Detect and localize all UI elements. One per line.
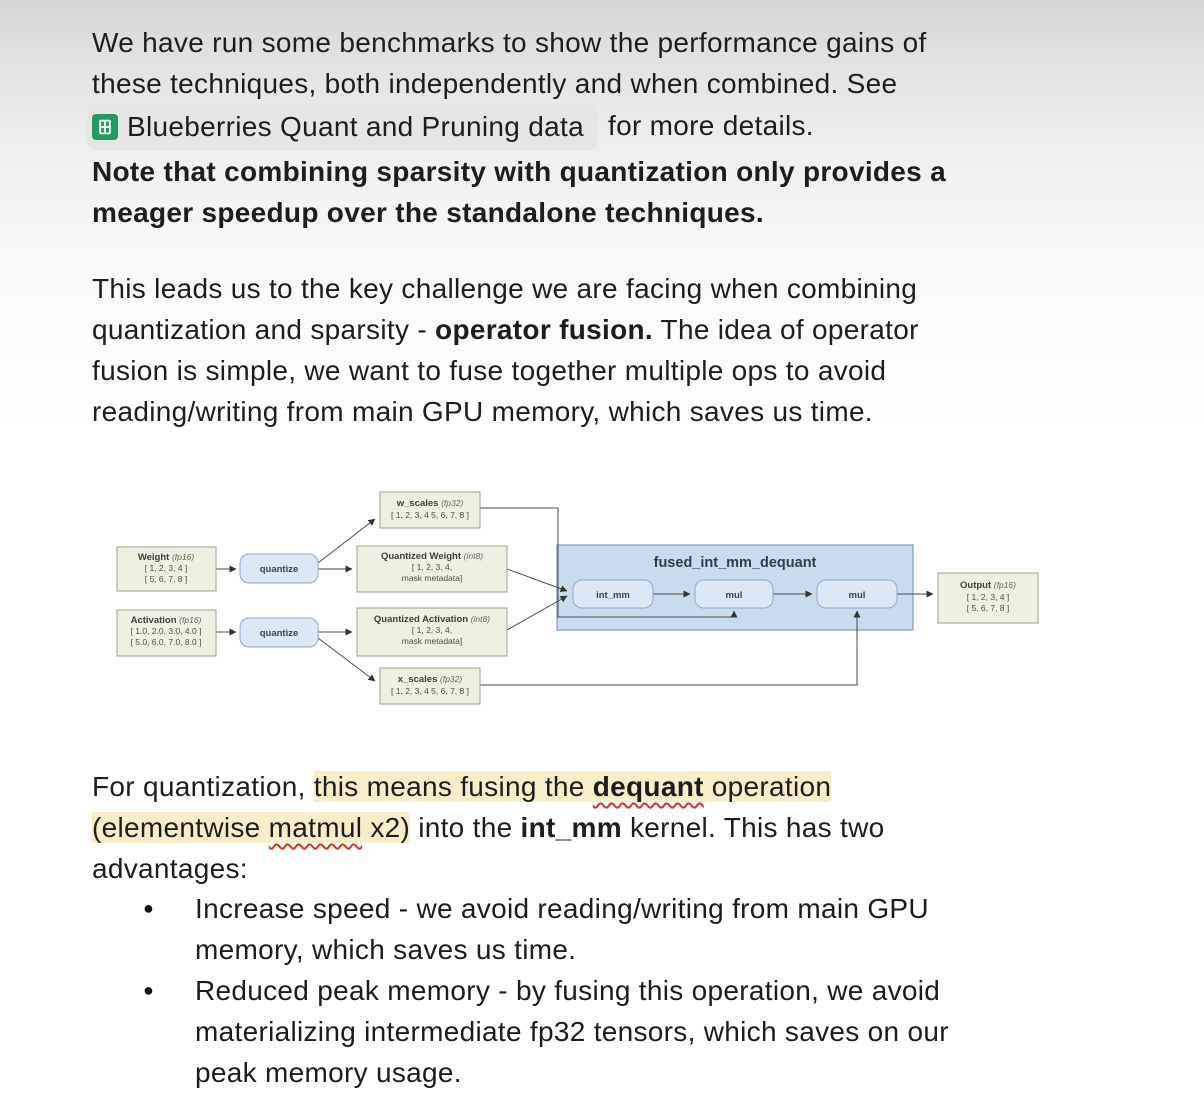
svg-text:[ 5, 6, 7, 8 ]: [ 5, 6, 7, 8 ] [144, 574, 188, 584]
bullet-icon: ● [143, 898, 154, 918]
fusion-line3: advantages: [92, 853, 248, 884]
svg-text:mask metadata]: mask metadata] [401, 573, 463, 583]
bullet-2-text: Reduced peak memory - by fusing this operation, we avoid materializing intermediate fp32 tensors, which saves on our peak memory usage. [195, 975, 949, 1088]
weight-box [117, 547, 216, 591]
svg-text:w_scales (fp32): w_scales (fp32) [396, 498, 464, 509]
dequant-term: dequant [592, 771, 704, 802]
svg-text:x_scales (fp32): x_scales (fp32) [397, 674, 463, 685]
chip-label: Blueberries Quant and Pruning data [127, 111, 584, 142]
svg-text:mul: mul [848, 590, 866, 601]
mul-op-2 [817, 580, 897, 608]
int-mm-term: int_mm [520, 812, 622, 843]
svg-text:quantize: quantize [259, 628, 299, 639]
svg-text:int_mm: int_mm [596, 590, 630, 601]
svg-text:[ 1, 2, 3, 4 ]: [ 1, 2, 3, 4 ] [966, 592, 1010, 602]
svg-text:quantize: quantize [259, 564, 299, 575]
fusion-line2-end: kernel. This has two [621, 812, 885, 843]
svg-text:[ 1, 2, 3, 4 ]: [ 1, 2, 3, 4 ] [144, 563, 188, 573]
intro-line3-rest: for more details. [599, 109, 814, 141]
fusion-highlight-3: (elementwise [92, 812, 269, 843]
svg-text:Activation (fp16): Activation (fp16) [130, 615, 202, 626]
w-scales-box [380, 492, 480, 528]
operator-fusion-diagram [90, 478, 1060, 718]
challenge-line4: reading/writing from main GPU memory, which saves us time. [92, 396, 873, 427]
operator-fusion-bold: operator fusion. [435, 314, 653, 345]
quantize-op-bottom [240, 618, 318, 647]
fusion-line1-pre: For quantization, [92, 771, 314, 802]
fusion-line2-mid: into the [410, 812, 521, 843]
fusion-highlight-4: x2) [362, 812, 411, 843]
challenge-line3: fusion is simple, we want to fuse together multiple ops to avoid [92, 355, 887, 386]
advantages-list [143, 888, 1023, 1093]
activation-box [117, 610, 216, 656]
fusion-highlight-2: operation [703, 771, 832, 802]
svg-text:Quantized Weight (int8): Quantized Weight (int8) [380, 551, 484, 562]
svg-text:mul: mul [725, 590, 743, 601]
fused-container-label: fused_int_mm_dequant [653, 555, 817, 571]
intro-paragraph [92, 22, 1052, 233]
list-item [143, 970, 1023, 1093]
output-box [938, 573, 1038, 623]
int-mm-op [573, 580, 653, 608]
intro-note-line2: meager speedup over the standalone techniques. [92, 197, 764, 228]
fusion-paragraph [92, 766, 1052, 889]
matmul-term: matmul [268, 812, 363, 843]
google-sheets-icon [92, 114, 118, 140]
intro-note-line1: Note that combining sparsity with quantization only provides a [92, 156, 947, 187]
challenge-paragraph [92, 268, 1052, 432]
svg-text:[ 5.0, 6.0, 7.0, 8.0 ]: [ 5.0, 6.0, 7.0, 8.0 ] [130, 637, 202, 647]
svg-text:[ 1, 2, 3, 4,: [ 1, 2, 3, 4, [411, 562, 453, 572]
challenge-line2-pre: quantization and sparsity - [92, 314, 436, 345]
quantize-op-top [240, 554, 318, 583]
challenge-line1: This leads us to the key challenge we are facing when combining [92, 273, 918, 304]
svg-text:mask metadata]: mask metadata] [401, 636, 463, 646]
bullet-1-text: Increase speed - we avoid reading/writing from main GPU memory, which saves us time. [195, 893, 929, 965]
quantized-weight-box [357, 546, 507, 592]
svg-text:[ 1, 2, 3, 4 5, 6, 7, 8 ]: [ 1, 2, 3, 4 5, 6, 7, 8 ] [391, 510, 469, 520]
svg-text:Weight (fp16): Weight (fp16) [137, 552, 195, 563]
intro-line1: We have run some benchmarks to show the performance gains of [92, 27, 927, 58]
diagram-svg [90, 478, 1060, 718]
mul-op-1 [695, 580, 773, 608]
svg-text:[ 1, 2, 3, 4 5, 6, 7, 8 ]: [ 1, 2, 3, 4 5, 6, 7, 8 ] [391, 686, 469, 696]
intro-line2: these techniques, both independently and when combined. See [92, 68, 898, 99]
challenge-line2-post: The idea of operator [652, 314, 919, 345]
fusion-highlight-1: this means fusing the [313, 771, 593, 802]
svg-text:Quantized Activation (int8): Quantized Activation (int8) [373, 614, 491, 625]
bullet-icon: ● [143, 980, 154, 1000]
list-item [143, 888, 1023, 970]
quantized-activation-box [357, 608, 507, 656]
svg-text:[ 1, 2, 3, 4,: [ 1, 2, 3, 4, [411, 625, 453, 635]
svg-text:[ 5, 6, 7, 8 ]: [ 5, 6, 7, 8 ] [966, 603, 1010, 613]
sheets-smart-chip[interactable] [87, 104, 598, 151]
x-scales-box [380, 668, 480, 704]
svg-text:Output (fp16): Output (fp16) [960, 580, 1016, 591]
svg-text:[ 1.0, 2.0, 3.0, 4.0 ]: [ 1.0, 2.0, 3.0, 4.0 ] [130, 626, 202, 636]
